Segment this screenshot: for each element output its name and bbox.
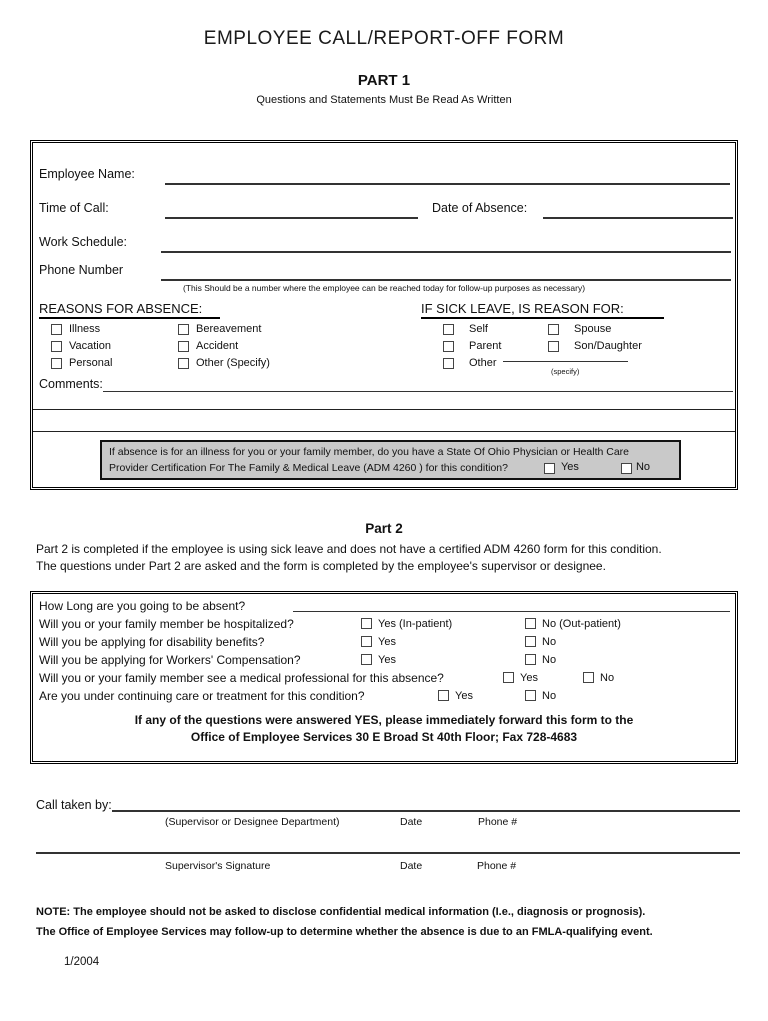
work-schedule-label: Work Schedule:	[39, 235, 128, 249]
fmla-no-label: No	[635, 461, 650, 474]
q-medical-professional: Will you or your family member see a medical professional for this absence?	[39, 671, 444, 685]
reason-other	[178, 357, 270, 369]
q-how-long: How Long are you going to be absent?	[39, 599, 246, 613]
fmla-yes-label: Yes	[560, 461, 579, 474]
medical-professional-yes-label: Yes	[520, 672, 538, 684]
reason-bereavement	[178, 323, 261, 335]
designee-dept-label: (Supervisor or Designee Department)	[165, 816, 340, 828]
checkbox-hospitalized-yes[interactable]	[361, 618, 372, 629]
continuing-care-no-label: No	[542, 690, 557, 702]
time-of-call-label: Time of Call:	[39, 201, 109, 215]
reason-illness-label: Illness	[69, 323, 101, 335]
reason-accident	[178, 340, 238, 352]
checkbox-illness[interactable]	[51, 324, 62, 335]
how-long-field[interactable]	[293, 599, 730, 612]
continuing-care-yes-label: Yes	[455, 690, 473, 702]
reason-personal	[51, 357, 112, 369]
reason-vacation-label: Vacation	[69, 340, 111, 352]
q-continuing-care: Are you under continuing care or treatment for this condition?	[39, 689, 365, 703]
time-of-call-field[interactable]	[165, 205, 418, 219]
page-title: EMPLOYEE CALL/REPORT-OFF FORM	[203, 28, 565, 49]
comments-field[interactable]	[103, 378, 733, 392]
part2-box	[30, 591, 738, 764]
supervisor-signature-label: Supervisor's Signature	[165, 860, 271, 872]
employee-name-label: Employee Name:	[39, 167, 135, 181]
phone-number-note: (This Should be a number where the employee can be reached today for follow-up purposes as necessary)	[182, 283, 586, 293]
checkbox-workers-comp-yes[interactable]	[361, 654, 372, 665]
checkbox-fmla-no[interactable]	[621, 463, 632, 474]
sig-phone-label: Phone #	[477, 860, 517, 872]
date-of-absence-label: Date of Absence:	[432, 201, 528, 215]
sick-son-daughter	[548, 340, 642, 352]
work-schedule-field[interactable]	[161, 239, 731, 253]
hospitalized-yes-label: Yes (In-patient)	[378, 618, 453, 630]
checkbox-continuing-care-yes[interactable]	[438, 690, 449, 701]
part1-subheading: Questions and Statements Must Be Read As Written	[256, 94, 512, 106]
checkbox-other-specify[interactable]	[178, 358, 189, 369]
checkbox-parent[interactable]	[443, 341, 454, 352]
reason-personal-label: Personal	[69, 357, 113, 369]
workers-comp-yes-label: Yes	[378, 654, 396, 666]
checkbox-vacation[interactable]	[51, 341, 62, 352]
sick-leave-heading: IF SICK LEAVE, IS REASON FOR:	[421, 301, 664, 319]
q-hospitalized: Will you or your family member be hospitalized?	[39, 617, 294, 631]
sick-parent	[443, 340, 501, 352]
checkbox-medical-professional-no[interactable]	[583, 672, 594, 683]
checkbox-hospitalized-no[interactable]	[525, 618, 536, 629]
form-version: 1/2004	[64, 956, 100, 968]
checkbox-disability-no[interactable]	[525, 636, 536, 647]
note-line2: The Office of Employee Services may follow-up to determine whether the absence is due to an FMLA-qualifying event.	[36, 926, 653, 938]
disability-no-label: No	[542, 636, 557, 648]
reasons-heading: REASONS FOR ABSENCE:	[39, 301, 220, 319]
checkbox-continuing-care-no[interactable]	[525, 690, 536, 701]
checkbox-medical-professional-yes[interactable]	[503, 672, 514, 683]
sig-date-label: Date	[400, 860, 423, 872]
forward-instruction-line1: If any of the questions were answered YES, please immediately forward this form to the	[134, 713, 634, 727]
part2-intro-line1: Part 2 is completed if the employee is using sick leave and does not have a certified ADM 4260 form for this condition.	[36, 542, 662, 556]
sick-spouse-label: Spouse	[574, 323, 612, 335]
part2-intro-line2: The questions under Part 2 are asked and the form is completed by the employee's supervisor or designee.	[36, 559, 606, 573]
checkbox-son-daughter[interactable]	[548, 341, 559, 352]
sick-parent-label: Parent	[469, 340, 502, 352]
note-line1: NOTE: The employee should not be asked to disclose confidential medical information (I.e., diagnosis or prognosis).	[36, 906, 646, 918]
disability-yes-label: Yes	[378, 636, 396, 648]
reason-vacation	[51, 340, 111, 352]
checkbox-sick-other[interactable]	[443, 358, 454, 369]
phone-number-label: Phone Number	[39, 263, 124, 277]
sick-self-label: Self	[469, 323, 488, 335]
checkbox-bereavement[interactable]	[178, 324, 189, 335]
sick-other	[443, 357, 497, 369]
supervisor-signature-field[interactable]	[36, 840, 740, 854]
hospitalized-no-label: No (Out-patient)	[542, 618, 621, 630]
workers-comp-no-label: No	[542, 654, 557, 666]
sick-self	[443, 323, 488, 335]
part1-heading: PART 1	[357, 72, 411, 89]
divider	[33, 409, 735, 410]
call-taken-by-field[interactable]	[112, 798, 740, 812]
sick-spouse	[548, 323, 611, 335]
fmla-question-line1: If absence is for an illness for you or your family member, do you have a State Of Ohio Physician or Health Care	[109, 446, 629, 458]
employee-name-field[interactable]	[165, 171, 730, 185]
fmla-question-line2: Provider Certification For The Family & Medical Leave (ADM 4260 ) for this condition?	[109, 461, 508, 474]
reason-accident-label: Accident	[196, 340, 239, 352]
q-workers-comp: Will you be applying for Workers' Compensation?	[39, 653, 301, 667]
divider	[33, 431, 735, 432]
call-taken-by-label: Call taken by:	[36, 798, 112, 812]
checkbox-accident[interactable]	[178, 341, 189, 352]
checkbox-self[interactable]	[443, 324, 454, 335]
phone-number-field[interactable]	[161, 267, 731, 281]
reason-illness	[51, 323, 100, 335]
date-of-absence-field[interactable]	[543, 205, 733, 219]
fmla-question-box	[100, 440, 681, 480]
part1-box	[30, 140, 738, 490]
medical-professional-no-label: No	[600, 672, 615, 684]
q-disability: Will you be applying for disability benefits?	[39, 635, 265, 649]
sick-other-specify-label: (specify)	[551, 367, 580, 376]
checkbox-workers-comp-no[interactable]	[525, 654, 536, 665]
call-phone-label: Phone #	[478, 816, 518, 828]
reason-bereavement-label: Bereavement	[196, 323, 262, 335]
call-date-label: Date	[400, 816, 423, 828]
sick-other-label: Other	[469, 357, 497, 369]
reason-other-label: Other (Specify)	[196, 357, 270, 369]
checkbox-spouse[interactable]	[548, 324, 559, 335]
checkbox-disability-yes[interactable]	[361, 636, 372, 647]
sick-son-daughter-label: Son/Daughter	[574, 340, 642, 352]
forward-instruction-line2: Office of Employee Services 30 E Broad St 40th Floor; Fax 728-4683	[190, 730, 578, 744]
checkbox-personal[interactable]	[51, 358, 62, 369]
comments-label: Comments:	[39, 377, 103, 391]
checkbox-fmla-yes[interactable]	[544, 463, 555, 474]
part2-heading: Part 2	[365, 521, 403, 536]
